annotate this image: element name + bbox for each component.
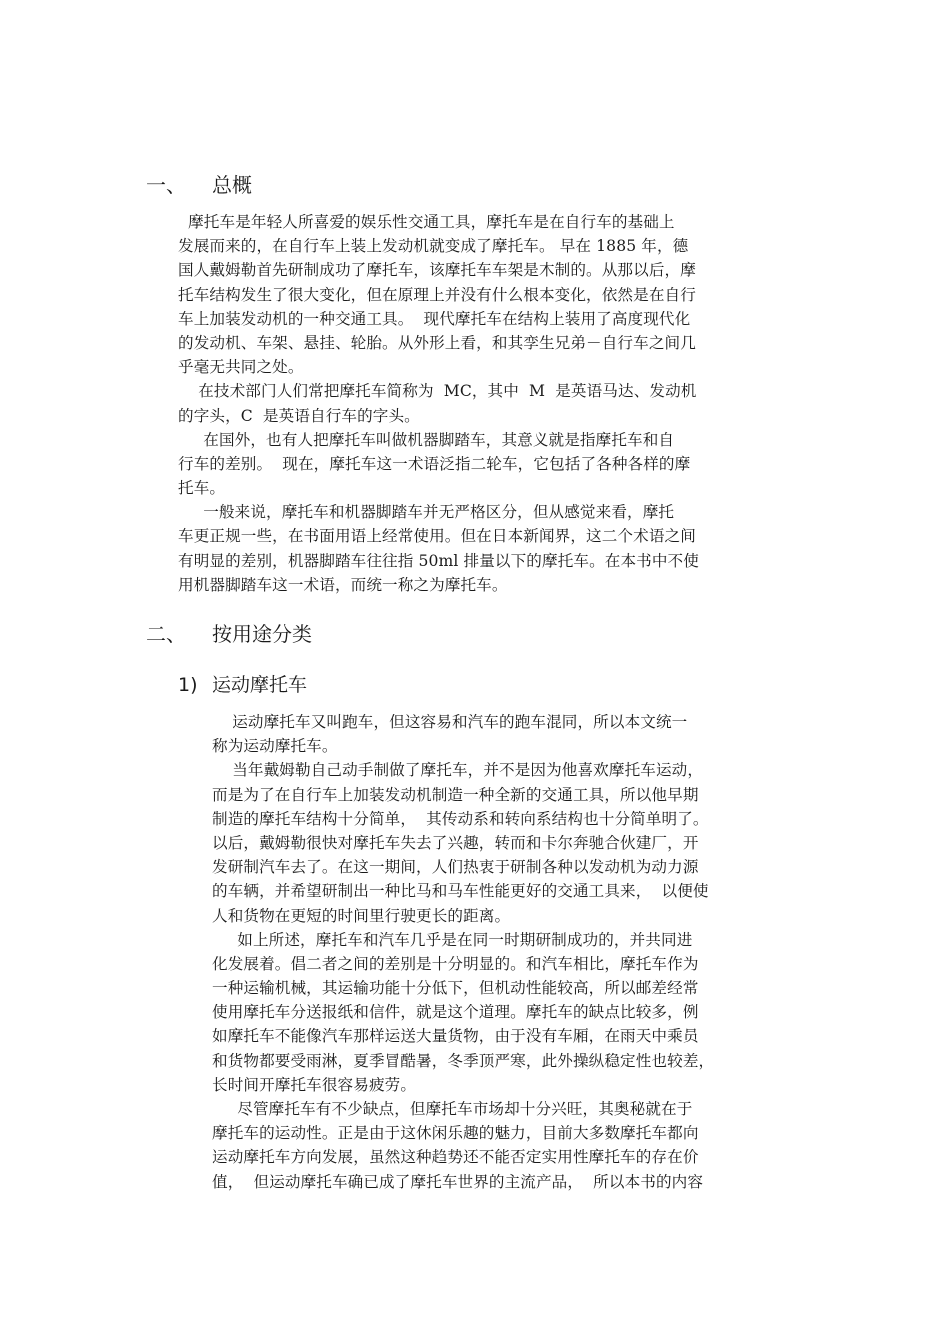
text-line: 当年戴姆勒自己动手制做了摩托车，并不是因为他喜欢摩托车运动，: [212, 761, 704, 780]
paragraph: [178, 379, 806, 427]
text-line: 发研制汽车去了。在这一期间，人们热衷于研制各种以发动机为动力源: [212, 858, 699, 877]
section-2-number: 二、: [146, 622, 186, 646]
paragraph: [212, 1097, 806, 1194]
text-line: 乎毫无共同之处。: [178, 358, 304, 377]
text-line: 以后，戴姆勒很快对摩托车失去了兴趣，转而和卡尔奔驰合伙建厂，开: [212, 833, 699, 852]
section-2-heading: [146, 620, 312, 648]
text-line: 一般来说，摩托车和机器脚踏车并无严格区分，但从感觉来看，摩托: [178, 503, 675, 522]
section-1-title: 总概: [212, 173, 252, 197]
text-line: 和货物都要受雨淋，夏季冒酷暑，冬季顶严寒，此外操纵稳定性也较差，: [212, 1051, 715, 1070]
text-line: 用机器脚踏车这一术语，而统一称之为摩托车。: [178, 575, 508, 594]
text-line: 一种运输机械，其运输功能十分低下，但机动性能较高，所以邮差经常: [212, 979, 699, 998]
text-line: 运动摩托车方向发展，虽然这种趋势还不能否定实用性摩托车的存在价: [212, 1148, 699, 1167]
subsection-1-heading: [178, 671, 307, 699]
text-line: 托车结构发生了很大变化，但在原理上并没有什么根本变化，依然是在自行: [178, 285, 696, 304]
paragraph: [212, 710, 806, 758]
paragraph: [212, 758, 806, 927]
text-line: 称为运动摩托车。: [212, 737, 338, 756]
text-line: 的车辆，并希望研制出一种比马和马车性能更好的交通工具来， 以便使: [212, 882, 709, 901]
section-2-title: 按用途分类: [212, 622, 312, 646]
subsection-1-number: 1): [178, 674, 198, 696]
paragraph: [178, 428, 806, 501]
paragraph: [178, 210, 806, 379]
text-line: 而是为了在自行车上加装发动机制造一种全新的交通工具，所以他早期: [212, 785, 699, 804]
text-line: 摩托车是年轻人所喜爱的娱乐性交通工具，摩托车是在自行车的基础上: [178, 213, 675, 231]
section-1-heading: [146, 171, 252, 199]
text-line: 有明显的差别，机器脚踏车往往指 50ml 排量以下的摩托车。在本书中不使: [178, 551, 699, 570]
text-line: 发展而来的，在自行车上装上发动机就变成了摩托车。 早在 1885 年，德: [178, 237, 689, 256]
text-line: 在国外，也有人把摩托车叫做机器脚踏车，其意义就是指摩托车和自: [178, 430, 675, 449]
text-line: 车上加装发动机的一种交通工具。 现代摩托车在结构上装用了高度现代化: [178, 309, 691, 328]
section-1-number: 一、: [146, 173, 186, 197]
text-line: 化发展着。倡二者之间的差别是十分明显的。和汽车相比，摩托车作为: [212, 954, 699, 973]
subsection-1-title: 运动摩托车: [212, 674, 308, 696]
text-line: 的字头，C 是英语自行车的字头。: [178, 406, 420, 425]
text-line: 使用摩托车分送报纸和信件，就是这个道理。摩托车的缺点比较多，例: [212, 1003, 699, 1022]
text-line: 行车的差别。 现在，摩托车这一术语泛指二轮车，它包括了各种各样的摩: [178, 454, 691, 473]
text-line: 摩托车的运动性。正是由于这休闲乐趣的魅力，目前大多数摩托车都向: [212, 1124, 699, 1143]
text-line: 制造的摩托车结构十分简单， 其传动系和转向系结构也十分简单明了。: [212, 809, 709, 828]
text-line: 运动摩托车又叫跑车，但这容易和汽车的跑车混同，所以本文统一: [212, 713, 688, 731]
text-line: 托车。: [178, 479, 226, 498]
text-line: 在技术部门人们常把摩托车简称为 MC，其中 M 是英语马达、发动机: [178, 382, 697, 401]
text-line: 长时间开摩托车很容易疲劳。: [212, 1075, 417, 1094]
text-line: 的发动机、车架、悬挂、轮胎。从外形上看，和其孪生兄弟－自行车之间几: [178, 333, 696, 352]
section-1-body: [178, 210, 806, 597]
subsection-1-body: [212, 710, 806, 1194]
paragraph: [212, 928, 806, 1097]
paragraph: [178, 500, 806, 597]
text-line: 如上所述，摩托车和汽车几乎是在同一时期研制成功的，并共同进: [212, 930, 693, 949]
text-line: 值， 但运动摩托车确已成了摩托车世界的主流产品， 所以本书的内容: [212, 1172, 704, 1191]
text-line: 国人戴姆勒首先研制成功了摩托车，该摩托车车架是木制的。从那以后，摩: [178, 261, 696, 280]
text-line: 车更正规一些，在书面用语上经常使用。但在日本新闻界，这二个术语之间: [178, 527, 696, 546]
text-line: 如摩托车不能像汽车那样运送大量货物，由于没有车厢，在雨天中乘员: [212, 1027, 699, 1046]
text-line: 尽管摩托车有不少缺点，但摩托车市场却十分兴旺，其奥秘就在于: [212, 1100, 693, 1118]
text-line: 人和货物在更短的时间里行驶更长的距离。: [212, 906, 511, 925]
